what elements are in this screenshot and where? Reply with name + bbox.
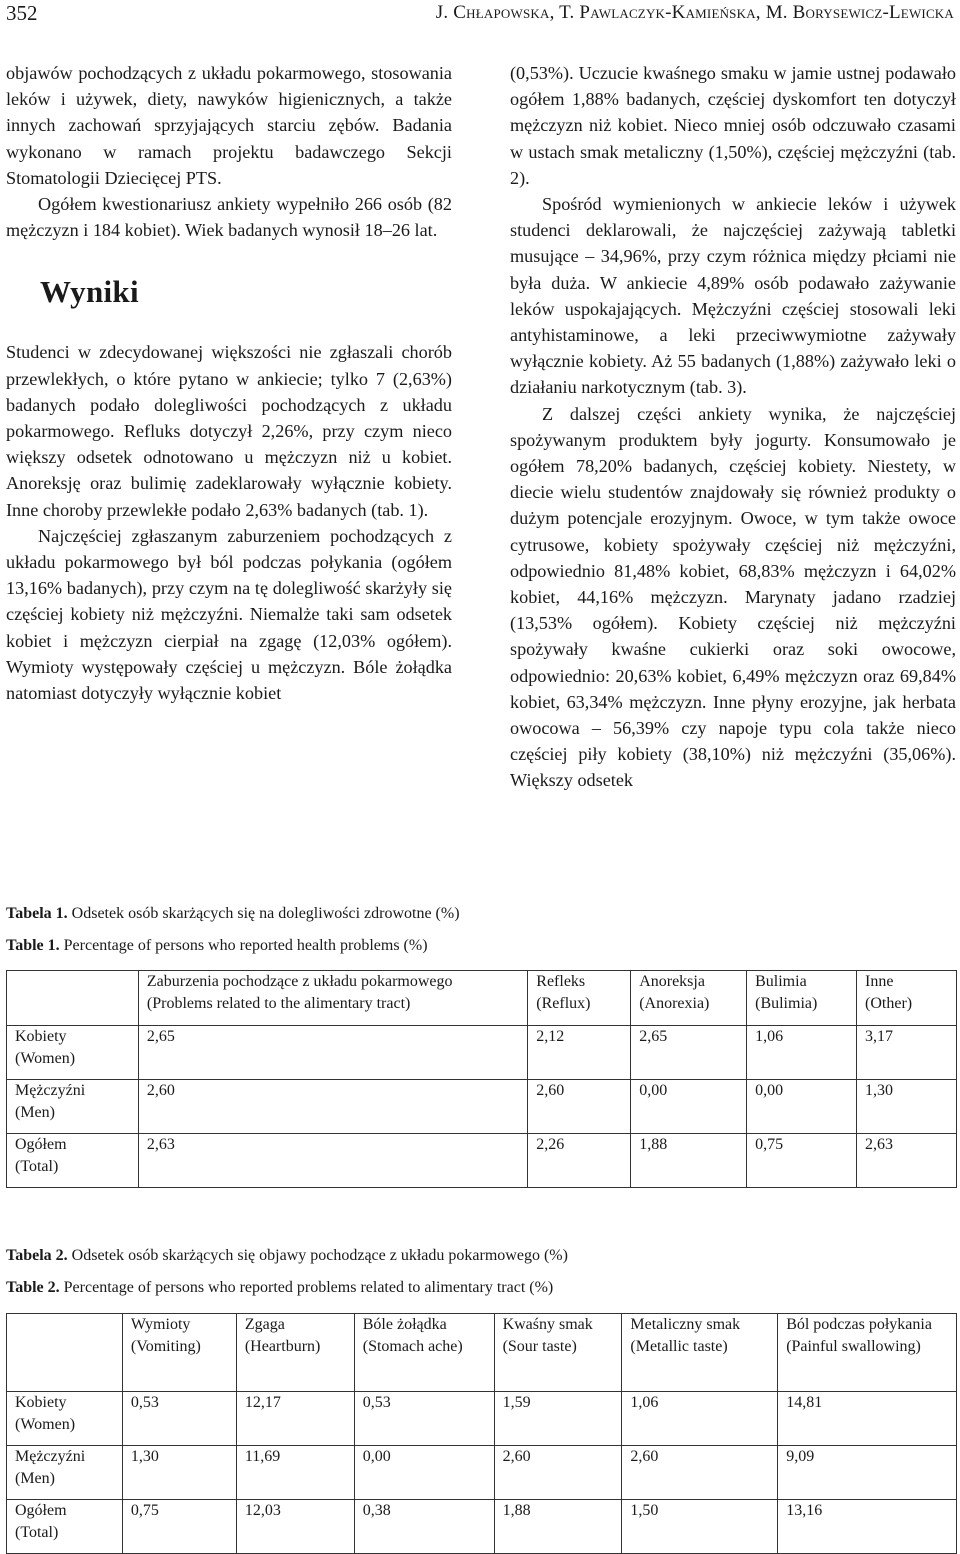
table1-caption-en [6,936,428,956]
row-label-en: (Men) [15,1104,55,1121]
table1-caption-pl-text: Odsetek osób skarżących się na dolegliwości zdrowotne (%) [67,905,460,922]
table-cell: 0,53 [122,1392,236,1446]
table-cell: 1,88 [494,1500,622,1554]
column-header-en: (Metallic taste) [630,1338,728,1355]
table-cell: 0,00 [747,1080,857,1134]
column-header [778,1314,957,1392]
row-label-pl: Kobiety [15,1394,67,1411]
column-header [354,1314,494,1392]
table-row [7,1134,957,1188]
row-label-pl: Mężczyźni [15,1448,86,1465]
row-label [7,1080,139,1134]
column-header-en: (Painful swallowing) [786,1338,921,1355]
table1-caption-pl [6,904,460,924]
table-row [7,1500,957,1554]
running-head: J. Chłapowska, T. Pawlaczyk-Kamieńska, M. Borysewicz-Lewicka [435,2,954,23]
table2-header-row [7,1314,957,1392]
table-cell: 2,60 [622,1446,778,1500]
table-cell: 2,26 [528,1134,631,1188]
table-cell: 1,50 [622,1500,778,1554]
table-cell: 12,17 [236,1392,354,1446]
table-row [7,1026,957,1080]
table2 [6,1313,957,1554]
row-label-pl: Ogółem [15,1502,67,1519]
column-header [528,971,631,1026]
row-label-en: (Women) [15,1416,76,1433]
paragraph: Studenci w zdecydowanej większości nie zgłaszali chorób przewlekłych, o które pytano w ankiecie; tylko 7 (2,63%) badanych podało dolegliwości pochodzących z układu pokarmowego. Refluks dotyczył 2,26%, przy czym nieco większy odsetek odnotowano u mężczyzn niż u kobiet. Anoreksję oraz bulimię zadeklarowały wyłącznie kobiety. Inne choroby przewlekłe podało 2,63% badanych (tab. 1). [6,342,452,520]
page-header [0,0,960,30]
table-cell: 2,12 [528,1026,631,1080]
column-header [622,1314,778,1392]
row-label [7,1446,123,1500]
column-header [747,971,857,1026]
table2-caption-en-label: Table 2. [6,1279,60,1296]
table-cell: 1,06 [747,1026,857,1080]
column-header-pl: Anoreksja [639,973,705,990]
paragraph: Z dalszej części ankiety wynika, że najczęściej spożywanym produktem były jogurty. Konsumowało je ogółem 78,20% badanych, częściej kobiety. Niestety, w diecie wielu studentów znajdowały się również produkty o dużym potencjale erozyjnym. Owoce, w tym także owoce cytrusowe, kobiety spożywały częściej niż mężczyźni, odpowiednio 81,48% kobiet, 68,83% mężczyzn i 64,02% kobiet, 44,16% mężczyzn. Marynaty jadano rzadziej (13,53% ogółem). Kobiety częściej niż mężczyźni spożywały kwaśne cukierki oraz soki owocowe, odpowiednio: 20,63% kobiet, 6,49% mężczyzn oraz 69,84% kobiet, 63,34% mężczyzn. Inne płyny erozyjne, jak herbata owocowa – 56,39% czy napoje typu cola także nieco częściej piły kobiety (38,10%) niż mężczyźni (35,06%). Większy odsetek [510,403,956,791]
row-label [7,1026,139,1080]
table-cell: 13,16 [778,1500,957,1554]
table-cell: 2,60 [528,1080,631,1134]
corner-cell [7,1314,123,1392]
paragraph: objawów pochodzących z układu pokarmowego, stosowania leków i używek, diety, nawyków higienicznych, a także innych zachowań sprzyjających starciu zębów. Badania wykonano w ramach projektu badawczego Sekcji Stomatologii Dziecięcej PTS. [6,63,452,188]
table-cell: 1,30 [857,1080,957,1134]
column-header [236,1314,354,1392]
column-header-en: (Problems related to the alimentary tract) [146,995,411,1012]
table-cell: 12,03 [236,1500,354,1554]
column-header-en: (Bulimia) [755,995,818,1012]
table-cell: 2,60 [138,1080,527,1134]
column-header [857,971,957,1026]
row-label-pl: Ogółem [15,1136,67,1153]
corner-cell [7,971,139,1026]
column-header-pl: Zgaga [244,1316,285,1333]
table-row [7,1080,957,1134]
column-header-en: (Vomiting) [130,1338,201,1355]
row-label-en: (Men) [15,1470,55,1487]
table1 [6,970,957,1188]
table-cell: 0,38 [354,1500,494,1554]
paragraph: (0,53%). Uczucie kwaśnego smaku w jamie ustnej podawało ogółem 1,88% badanych, częściej dyskomfort ten dotyczył mężczyzn niż kobiet. Nieco mniej osób odczuwało czasami w ustach smak metaliczny (1,50%), częściej mężczyźni (tab. 2). [510,63,956,188]
column-header-en: (Stomach ache) [362,1338,463,1355]
column-header-pl: Refleks [536,973,586,990]
table-cell: 2,60 [494,1446,622,1500]
table-cell: 3,17 [857,1026,957,1080]
right-column [510,60,956,794]
column-header [631,971,747,1026]
table1-caption-en-text: Percentage of persons who reported health problems (%) [59,937,428,954]
table-cell: 1,59 [494,1392,622,1446]
table-cell: 2,65 [138,1026,527,1080]
row-label-pl: Kobiety [15,1028,67,1045]
table-cell: 2,65 [631,1026,747,1080]
table-row [7,1392,957,1446]
column-header-pl: Kwaśny smak [502,1316,593,1333]
table-cell: 0,75 [747,1134,857,1188]
row-label-en: (Women) [15,1050,76,1067]
paragraph: Spośród wymienionych w ankiecie leków i używek studenci deklarowali, że najczęściej zażywają tabletki musujące – 34,96%, przy czym różnica między płciami nie była duża. W ankiecie 4,89% osób podawało zażywanie leków uspokajających. Mężczyźni częściej stosowali leki antyhistaminowe, a leki przeciwwymiotne zażywały wyłącznie kobiety. Aż 55 badanych (1,88%) zażywało leki o działaniu narkotycznym (tab. 3). [510,194,956,398]
table1-header-row [7,971,957,1026]
table2-caption-pl [6,1246,568,1266]
column-header-pl: Bulimia [755,973,807,990]
table-cell: 0,53 [354,1392,494,1446]
row-label [7,1500,123,1554]
row-label-en: (Total) [15,1158,59,1175]
column-header-en: (Anorexia) [639,995,710,1012]
table2-caption-pl-label: Tabela 2. [6,1247,68,1264]
column-header [138,971,527,1026]
column-header [122,1314,236,1392]
table-cell: 0,00 [354,1446,494,1500]
table-cell: 2,63 [857,1134,957,1188]
table-cell: 2,63 [138,1134,527,1188]
column-header-pl: Ból podczas połykania [786,1316,932,1333]
column-header-pl: Metaliczny smak [630,1316,741,1333]
table-row [7,1446,957,1500]
section-heading: Wyniki [40,274,139,310]
table-cell: 0,75 [122,1500,236,1554]
column-header-pl: Inne [865,973,894,990]
table2-caption-pl-text: Odsetek osób skarżących się objawy pochodzące z układu pokarmowego (%) [67,1247,568,1264]
column-header-en: (Other) [865,995,913,1012]
paragraph: Najczęściej zgłaszanym zaburzeniem pochodzących z układu pokarmowego był ból podczas połykania (ogółem 13,16% badanych), przy czym na tę dolegliwość skarżyły się częściej kobiety niż mężczyźni. Niemalże taki sam odsetek kobiet i mężczyzn cierpiał na zgagę (12,03% ogółem). Wymioty występowały częściej u mężczyzn. Bóle żołądka natomiast dotyczyły wyłącznie kobiet [6,525,452,704]
column-header-en: (Reflux) [536,995,591,1012]
table1-caption-pl-label: Tabela 1. [6,905,68,922]
table2-caption-en [6,1278,553,1298]
table-cell: 1,88 [631,1134,747,1188]
table-cell: 0,00 [631,1080,747,1134]
table2-caption-en-text: Percentage of persons who reported problems related to alimentary tract (%) [59,1279,554,1296]
left-column [6,60,452,706]
column-header-en: (Sour taste) [502,1338,577,1355]
table-cell: 1,06 [622,1392,778,1446]
column-header [494,1314,622,1392]
column-header-pl: Bóle żołądka [362,1316,447,1333]
table-cell: 11,69 [236,1446,354,1500]
page-number: 352 [6,1,38,25]
table-cell: 9,09 [778,1446,957,1500]
column-header-pl: Zaburzenia pochodzące z układu pokarmowego [146,973,453,990]
column-header-en: (Heartburn) [244,1338,321,1355]
table1-caption-en-label: Table 1. [6,937,60,954]
table-cell: 1,30 [122,1446,236,1500]
row-label [7,1134,139,1188]
table-cell: 14,81 [778,1392,957,1446]
row-label [7,1392,123,1446]
column-header-pl: Wymioty [130,1316,191,1333]
paragraph: Ogółem kwestionariusz ankiety wypełniło 266 osób (82 mężczyzn i 184 kobiet). Wiek badanych wynosił 18–26 lat. [6,194,452,241]
row-label-en: (Total) [15,1524,59,1541]
row-label-pl: Mężczyźni [15,1082,86,1099]
